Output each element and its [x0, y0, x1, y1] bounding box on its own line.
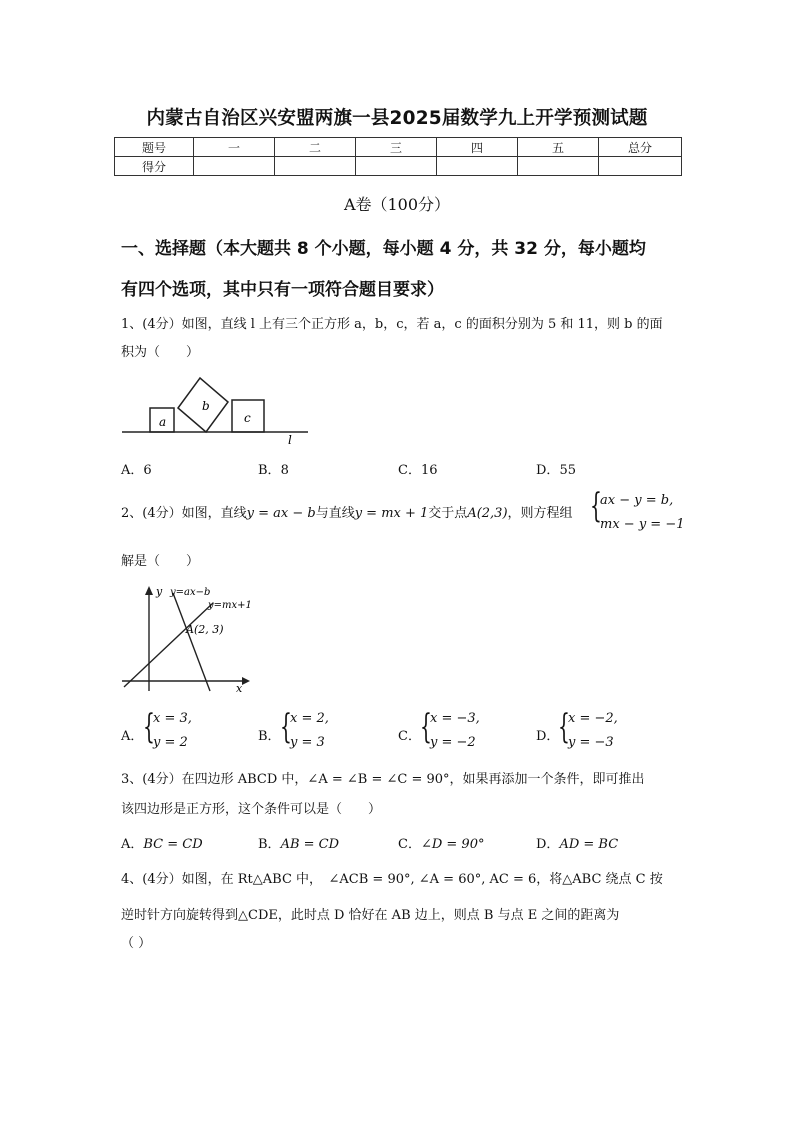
q2-figure	[118, 583, 258, 695]
q1-option-c[interactable]	[398, 459, 438, 478]
q4-text-line3: （ ）	[121, 936, 152, 951]
q2-option-d[interactable]	[536, 708, 676, 756]
q2-mid2: 交于点	[428, 506, 468, 521]
q1-option-a[interactable]	[121, 459, 152, 478]
q1-text-line2: 积为（ ）	[121, 345, 200, 360]
score-row-label: 得分	[115, 157, 194, 176]
q1-option-b[interactable]	[258, 459, 289, 478]
volume-heading: A卷（100分）	[343, 195, 451, 214]
score-cell	[194, 157, 275, 176]
score-header-cell: 五	[518, 138, 599, 157]
q3-text-line1: 3、(4分）在四边形 ABCD 中，∠A = ∠B = ∠C = 90°，如果再添加一个条件，即可推出	[121, 772, 645, 787]
option-brace: {	[420, 707, 432, 747]
score-header-cell: 四	[437, 138, 518, 157]
score-cell	[599, 157, 682, 176]
line2-label: y=mx+1	[208, 600, 252, 611]
label-l: l	[288, 433, 292, 447]
option-text: 16	[420, 463, 438, 478]
section-heading-line1: 一、选择题（本大题共 8 个小题，每小题 4 分，共 32 分，每小题均	[121, 239, 646, 259]
option-letter: C．	[398, 463, 421, 478]
option-brace: {	[143, 707, 155, 747]
y-axis-arrow-icon	[145, 586, 153, 595]
option-text: BC = CD	[143, 837, 203, 852]
option-eq2: y = −3	[568, 735, 614, 750]
score-table	[114, 137, 682, 176]
q2-line2-eq: y = mx + 1	[354, 506, 429, 521]
option-eq2: y = −2	[430, 735, 476, 750]
q3-option-a[interactable]	[121, 833, 203, 852]
score-header-cell: 三	[356, 138, 437, 157]
q4-text-line1: 4、(4分）如图，在 Rt△ABC 中， ∠ACB = 90°, ∠A = 60°, AC = 6，将△ABC 绕点 C 按	[121, 872, 663, 887]
option-text: 6	[143, 463, 152, 478]
x-axis-arrow-icon	[242, 677, 250, 685]
exam-title: 内蒙古自治区兴安盟两旗一县2025届数学九上开学预测试题	[146, 108, 648, 129]
option-text: 8	[280, 463, 289, 478]
option-eq2: y = 3	[290, 735, 325, 750]
option-letter: C．	[398, 837, 421, 852]
option-letter: B．	[258, 463, 281, 478]
q2-option-b[interactable]	[258, 708, 388, 756]
label-c: c	[244, 411, 251, 425]
q4-text-line2: 逆时针方向旋转得到△CDE，此时点 D 恰好在 AB 边上，则点 B 与点 E 之间的距离为	[121, 908, 620, 923]
label-a: a	[159, 415, 167, 429]
q3-text-line2: 该四边形是正方形，这个条件可以是（ ）	[121, 802, 382, 817]
q1-figure	[118, 370, 318, 448]
score-cell	[518, 157, 599, 176]
score-cell	[356, 157, 437, 176]
option-eq1: x = −3,	[430, 711, 480, 726]
option-letter: B．	[258, 729, 281, 744]
q3-option-d[interactable]	[536, 833, 618, 852]
score-cell	[275, 157, 356, 176]
option-eq1: x = −2,	[568, 711, 618, 726]
option-eq1: x = 3,	[153, 711, 192, 726]
option-letter: D．	[536, 463, 560, 478]
q2-mid3: ，则方程组	[507, 506, 573, 521]
score-header-cell: 二	[275, 138, 356, 157]
q2-line1-eq: y = ax − b	[246, 506, 316, 521]
score-header-cell: 题号	[115, 138, 194, 157]
option-letter: C．	[398, 729, 421, 744]
q2-option-a[interactable]	[121, 708, 251, 756]
q3-option-c[interactable]	[398, 833, 484, 852]
option-eq1: x = 2,	[290, 711, 329, 726]
option-letter: A．	[121, 463, 144, 478]
line1-label: y=ax−b	[170, 587, 211, 598]
option-letter: D．	[536, 837, 560, 852]
option-letter: B．	[258, 837, 281, 852]
y-axis-label: y	[156, 585, 163, 598]
point-a-label: A(2, 3)	[186, 623, 224, 636]
q2-mid1: 与直线	[315, 506, 355, 521]
option-text: AB = CD	[280, 837, 340, 852]
q1-text-line1: 1、(4分）如图，直线 l 上有三个正方形 a，b，c，若 a，c 的面积分别为 5 和 11，则 b 的面	[121, 317, 663, 332]
q2-prefix: 2、(4分）如图，直线	[121, 506, 247, 521]
q2-system-eq1: ax − y = b,	[600, 493, 674, 508]
q2-text-line2: 解是（ ）	[121, 554, 200, 569]
option-brace: {	[280, 707, 292, 747]
score-table-header-row	[115, 138, 682, 157]
option-letter: A．	[121, 729, 144, 744]
q1-option-d[interactable]	[536, 459, 576, 478]
option-text: AD = BC	[559, 837, 619, 852]
q3-option-b[interactable]	[258, 833, 339, 852]
option-eq2: y = 2	[153, 735, 188, 750]
option-text: ∠D = 90°	[420, 837, 485, 852]
q2-option-c[interactable]	[398, 708, 528, 756]
option-text: 55	[559, 463, 576, 478]
option-letter: D．	[536, 729, 560, 744]
q2-system-brace: {	[590, 486, 602, 526]
x-axis-label: x	[236, 682, 243, 695]
score-header-cell: 总分	[599, 138, 682, 157]
option-brace: {	[558, 707, 570, 747]
score-header-cell: 一	[194, 138, 275, 157]
line-ax-minus-b	[173, 593, 210, 691]
q2-point: A(2,3)	[467, 506, 508, 521]
section-heading-line2: 有四个选项，其中只有一项符合题目要求）	[121, 280, 444, 300]
score-table-score-row	[115, 157, 682, 176]
q2-text-line1	[121, 504, 601, 524]
label-b: b	[202, 399, 210, 413]
q2-system-eq2: mx − y = −1	[600, 517, 685, 532]
score-cell	[437, 157, 518, 176]
option-letter: A．	[121, 837, 144, 852]
line-mx-plus-1	[124, 603, 213, 687]
